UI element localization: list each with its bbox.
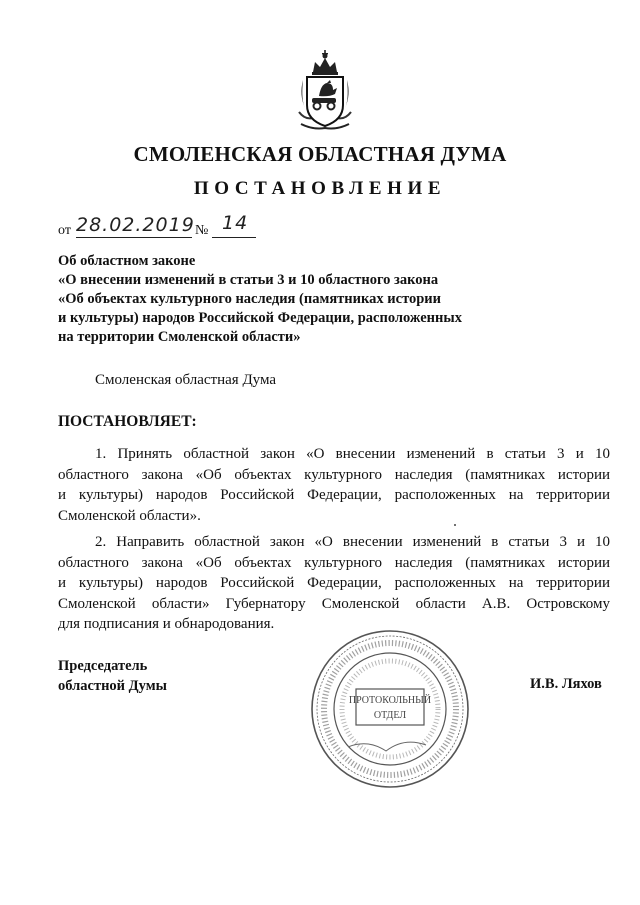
handwritten-date: 28.02.2019 xyxy=(76,214,195,236)
paragraph-line: и культуры) народов Российской Федерации, расположенных на территории xyxy=(58,575,610,591)
signatory-name: И.В. Ляхов xyxy=(530,676,602,692)
subject-line: «Об объектах культурного наследия (памятниках истории xyxy=(58,291,442,307)
organization-title: СМОЛЕНСКАЯ ОБЛАСТНАЯ ДУМА xyxy=(133,142,507,166)
subject-line: и культуры) народов Российской Федерации, расположенных xyxy=(58,310,462,326)
document-subject xyxy=(58,252,518,347)
subject-line: Об областном законе xyxy=(58,253,196,269)
document-number-line xyxy=(58,212,318,242)
paragraph-line: 1. Принять областной закон «О внесении изменений в статьи 3 и 10 xyxy=(95,446,610,462)
document-type-heading: ПОСТАНОВЛЕНИЕ xyxy=(193,178,447,199)
signatory-title-line: Председатель xyxy=(58,658,148,674)
paragraph-line: областного закона «Об объектах культурного наследия (памятниках истории xyxy=(58,466,610,483)
number-prefix: № xyxy=(195,223,209,238)
signatory-title-line: областной Думы xyxy=(58,678,167,694)
coat-of-arms-icon xyxy=(293,50,357,132)
subject-line: «О внесении изменений в статьи 3 и 10 областного закона xyxy=(58,272,439,288)
paragraph-line: и культуры) народов Российской Федерации, расположенных на территории xyxy=(58,487,610,503)
paragraph-line: для подписания и обнародования. xyxy=(58,616,275,632)
paragraph-line: Смоленской области». xyxy=(58,507,201,524)
handwritten-number: 14 xyxy=(222,212,249,234)
paragraph-line: 2. Направить областной закон «О внесении изменений в статьи 3 и 10 xyxy=(95,534,610,550)
stamp-text-line: ОТДЕЛ xyxy=(373,710,407,721)
date-underline xyxy=(76,237,192,238)
official-seal-stamp xyxy=(308,627,472,791)
signatory-title xyxy=(58,656,167,696)
paragraph-line: Смоленской области» Губернатору Смоленской области А.В. Островскому xyxy=(58,595,610,612)
intro-text: Смоленская областная Дума xyxy=(95,372,277,388)
paragraph-2 xyxy=(58,532,610,635)
paragraph-line: областного закона «Об объектах культурного наследия (памятниках истории xyxy=(58,554,610,571)
ink-speck xyxy=(454,524,456,526)
stamp-text-line: ПРОТОКОЛЬНЫЙ xyxy=(348,695,432,706)
date-prefix: от xyxy=(58,223,71,238)
subject-line: на территории Смоленской области» xyxy=(58,329,301,345)
number-underline xyxy=(212,237,256,238)
paragraph-1 xyxy=(58,444,610,526)
decree-heading: ПОСТАНОВЛЯЕТ: xyxy=(58,413,197,430)
